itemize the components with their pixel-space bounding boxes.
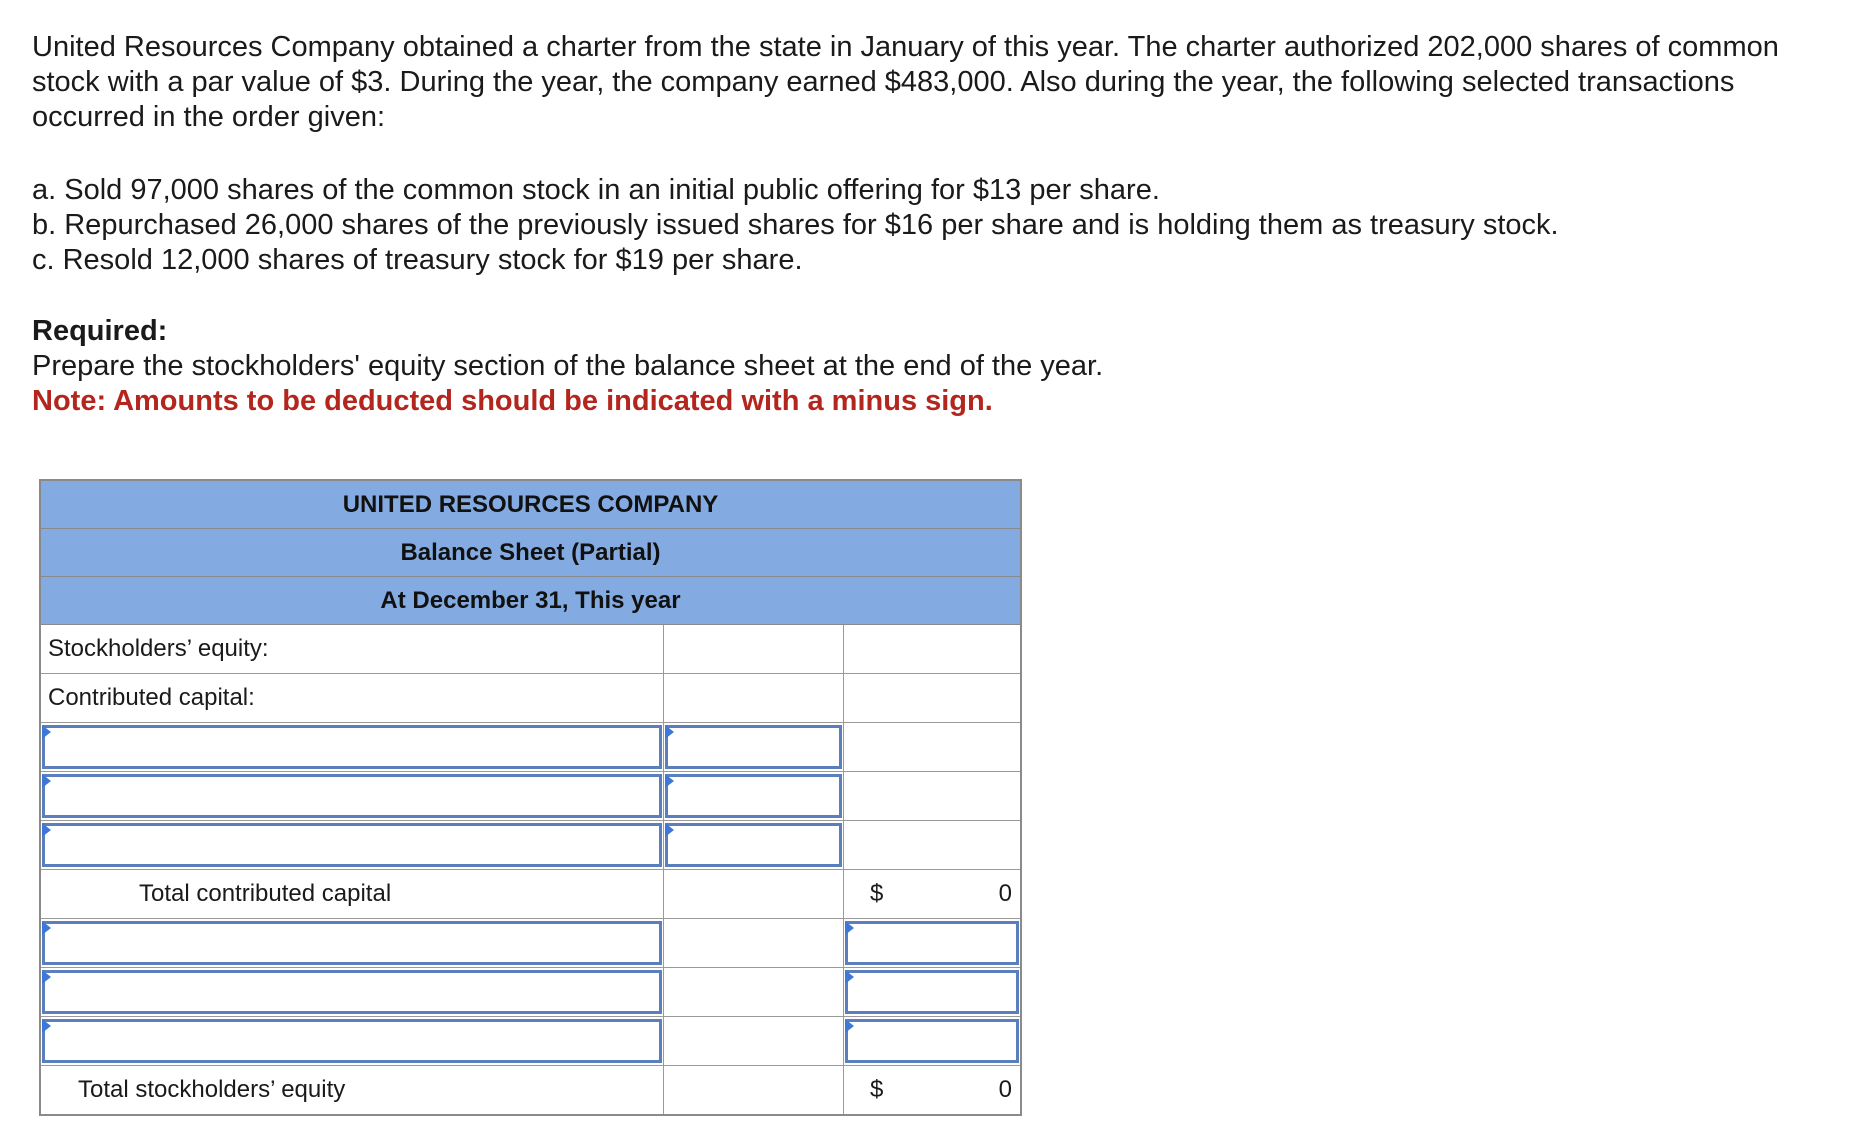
total-stockholders-equity-value: 0 [998,1076,1012,1103]
equity-account-dropdown-2[interactable] [42,970,662,1014]
balance-sheet-table [39,479,1022,1116]
equity-entry-row-1 [41,919,1020,968]
equity-entry-row-2 [41,968,1020,1017]
total-stockholders-equity-label: Total stockholders’ equity [78,1076,346,1103]
statement-date-header: At December 31, This year [41,577,1020,625]
contributed-account-dropdown-1[interactable] [42,725,662,769]
contributed-capital-entry-row-1 [41,723,1020,772]
transaction-c: c. Resold 12,000 shares of treasury stock for $19 per share. [32,244,803,276]
equity-amount-input-3[interactable] [845,1019,1019,1063]
transaction-b: b. Repurchased 26,000 shares of the previously issued shares for $16 per share and is holding them as treasury stock. [32,209,1559,241]
total-stockholders-equity-row [41,1066,1020,1114]
total-equity-currency: $ [870,1076,884,1103]
total-contributed-currency: $ [870,880,884,907]
contributed-amount-input-2[interactable] [665,774,842,818]
equity-amount-input-1[interactable] [845,921,1019,965]
contributed-capital-label: Contributed capital: [48,684,255,711]
total-contributed-capital-row [41,870,1020,919]
equity-account-dropdown-1[interactable] [42,921,662,965]
equity-amount-input-2[interactable] [845,970,1019,1014]
problem-statement [32,30,1852,419]
required-text: Prepare the stockholders' equity section of the balance sheet at the end of the year. [32,350,1104,382]
deduction-note: Note: Amounts to be deducted should be indicated with a minus sign. [32,385,993,417]
company-name-header: UNITED RESOURCES COMPANY [41,481,1020,529]
contributed-amount-input-1[interactable] [665,725,842,769]
transaction-a: a. Sold 97,000 shares of the common stock in an initial public offering for $13 per share. [32,174,1160,206]
transactions-list [32,173,1852,278]
problem-intro: United Resources Company obtained a charter from the state in January of this year. The charter authorized 202,000 shares of common stock with a par value of $3. During the year, the company earned $483,000. Also during the year, the following selected transactions occurred in the order given: [32,31,1779,133]
contributed-amount-input-3[interactable] [665,823,842,867]
total-contributed-capital-label: Total contributed capital [139,880,392,907]
contributed-capital-row [41,674,1020,723]
contributed-capital-entry-row-3 [41,821,1020,870]
equity-account-dropdown-3[interactable] [42,1019,662,1063]
total-contributed-capital-value: 0 [998,880,1012,907]
equity-entry-row-3 [41,1017,1020,1066]
stockholders-equity-label: Stockholders’ equity: [48,635,269,662]
statement-title-header: Balance Sheet (Partial) [41,529,1020,577]
stockholders-equity-row [41,625,1020,674]
contributed-capital-entry-row-2 [41,772,1020,821]
required-heading: Required: [32,315,168,347]
contributed-account-dropdown-2[interactable] [42,774,662,818]
contributed-account-dropdown-3[interactable] [42,823,662,867]
